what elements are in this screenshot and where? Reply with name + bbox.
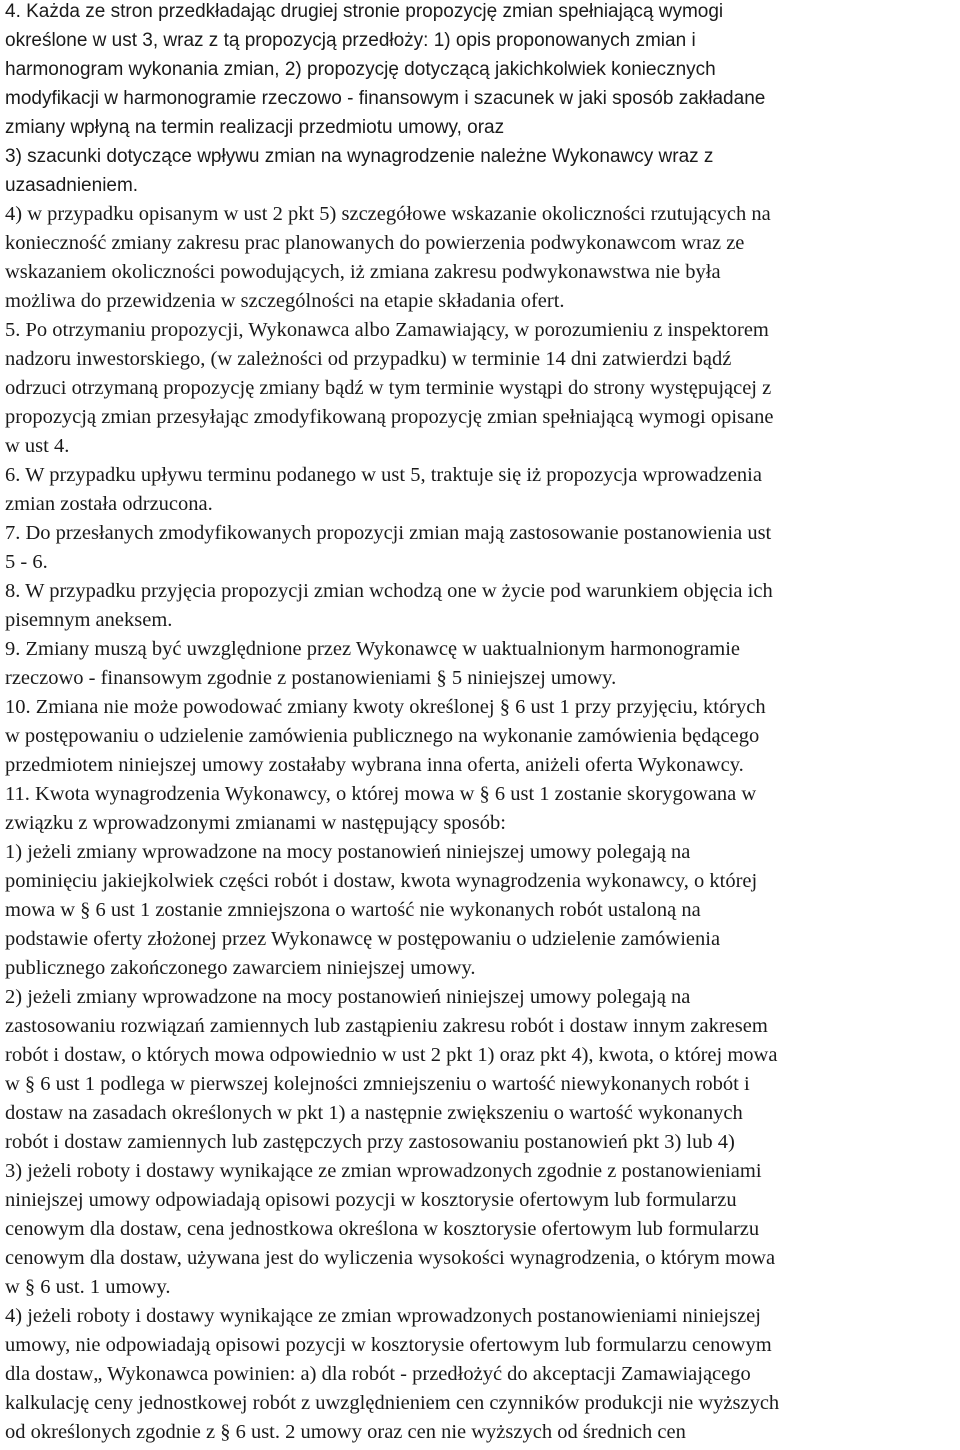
text-line: mowa w § 6 ust 1 zostanie zmniejszona o wartość nie wykonanych robót ustaloną na xyxy=(5,899,701,921)
text-line: pisemnym aneksem. xyxy=(5,609,173,631)
text-line: zastosowaniu rozwiązań zamiennych lub zastąpieniu zakresu robót i dostaw innym zakresem xyxy=(5,1015,768,1037)
text-line: 5 - 6. xyxy=(5,551,48,573)
text-line: dostaw na zasadach określonych w pkt 1) a następnie zwiększeniu o wartość wykonanych xyxy=(5,1102,743,1124)
text-line: 4. Każda ze stron przedkładając drugiej stronie propozycję zmian spełniającą wymogi xyxy=(5,1,724,22)
text-line: cenowym dla dostaw, cena jednostkowa określona w kosztorysie ofertowym lub formularzu xyxy=(5,1218,760,1240)
text-line: odrzuci otrzymaną propozycję zmiany bądź w tym terminie wystąpi do strony występującej z xyxy=(5,377,772,399)
text-line: robót i dostaw zamiennych lub zastępczych przy zastosowaniu postanowień pkt 3) lub 4) xyxy=(5,1131,735,1153)
text-line: od określonych zgodnie z § 6 ust. 2 umowy oraz cen nie wyższych od średnich cen xyxy=(5,1421,686,1443)
text-line: określone w ust 3, wraz z tą propozycją przedłoży: 1) opis proponowanych zmian i xyxy=(5,30,696,51)
text-line: konieczność zmiany zakresu prac planowanych do powierzenia podwykonawcom wraz ze xyxy=(5,232,745,254)
text-line: cenowym dla dostaw, używana jest do wyliczenia wysokości wynagrodzenia, o którym mowa xyxy=(5,1247,776,1269)
text-line: zmiany wpłyną na termin realizacji przedmiotu umowy, oraz xyxy=(5,117,505,138)
text-line: w ust 4. xyxy=(5,435,70,457)
text-line: 11. Kwota wynagrodzenia Wykonawcy, o której mowa w § 6 ust 1 zostanie skorygowana w xyxy=(5,783,757,805)
text-line: podstawie oferty złożonej przez Wykonawcę w postępowaniu o udzielenie zamówienia xyxy=(5,928,721,950)
text-line: modyfikacji w harmonogramie rzeczowo - finansowym i szacunek w jaki sposób zakładane xyxy=(5,88,766,109)
text-line: rzeczowo - finansowym zgodnie z postanowieniami § 5 niniejszej umowy. xyxy=(5,667,617,689)
text-line: w § 6 ust. 1 umowy. xyxy=(5,1276,171,1298)
text-line: umowy, nie odpowiadają opisowi pozycji w kosztorysie ofertowym lub formularzu cenowym xyxy=(5,1334,772,1356)
text-line: 8. W przypadku przyjęcia propozycji zmian wchodzą one w życie pod warunkiem objęcia ich xyxy=(5,580,773,602)
text-line: związku z wprowadzonymi zmianami w następujący sposób: xyxy=(5,812,506,834)
text-line: pominięciu jakiejkolwiek części robót i dostaw, kwota wynagrodzenia wykonawcy, o której xyxy=(5,870,758,892)
text-line: 3) szacunki dotyczące wpływu zmian na wynagrodzenie należne Wykonawcy wraz z xyxy=(5,146,714,167)
text-line: zmian została odrzucona. xyxy=(5,493,213,515)
text-line: uzasadnieniem. xyxy=(5,175,139,196)
text-line: 10. Zmiana nie może powodować zmiany kwoty określonej § 6 ust 1 przy przyjęciu, których xyxy=(5,696,766,718)
text-line: 4) jeżeli roboty i dostawy wynikające ze zmian wprowadzonych postanowieniami niniejszej xyxy=(5,1305,761,1327)
text-line: publicznego zakończonego zawarciem niniejszej umowy. xyxy=(5,957,476,979)
text-line: robót i dostaw, o których mowa odpowiednio w ust 2 pkt 1) oraz pkt 4), kwota, o której mowa xyxy=(5,1044,778,1066)
text-line: propozycją zmian przesyłając zmodyfikowaną propozycję zmian spełniającą wymogi opisane xyxy=(5,406,774,428)
text-line: w postępowaniu o udzielenie zamówienia publicznego na wykonanie zamówienia będącego xyxy=(5,725,760,747)
text-line: harmonogram wykonania zmian, 2) propozycję dotyczącą jakichkolwiek koniecznych xyxy=(5,59,716,80)
text-line: kalkulację ceny jednostkowej robót z uwzględnieniem cen czynników produkcji nie wyższych xyxy=(5,1392,780,1414)
text-line: 2) jeżeli zmiany wprowadzone na mocy postanowień niniejszej umowy polegają na xyxy=(5,986,691,1008)
text-line: 7. Do przesłanych zmodyfikowanych propozycji zmian mają zastosowanie postanowienia ust xyxy=(5,522,772,544)
text-line: 3) jeżeli roboty i dostawy wynikające ze zmian wprowadzonych zgodnie z postanowieniami xyxy=(5,1160,762,1182)
text-line: 6. W przypadku upływu terminu podanego w ust 5, traktuje się iż propozycja wprowadzenia xyxy=(5,464,762,486)
text-line: 1) jeżeli zmiany wprowadzone na mocy postanowień niniejszej umowy polegają na xyxy=(5,841,691,863)
text-line: w § 6 ust 1 podlega w pierwszej kolejności zmniejszeniu o wartość niewykonanych robót i xyxy=(5,1073,750,1095)
text-line: możliwa do przewidzenia w szczególności na etapie składania ofert. xyxy=(5,290,565,312)
text-line: przedmiotem niniejszej umowy zostałaby wybrana inna oferta, aniżeli oferta Wykonawcy. xyxy=(5,754,744,776)
text-line: nadzoru inwestorskiego, (w zależności od przypadku) w terminie 14 dni zatwierdzi bądź xyxy=(5,348,732,370)
text-line: wskazaniem okoliczności powodujących, iż zmiana zakresu podwykonawstwa nie była xyxy=(5,261,721,283)
text-line: niniejszej umowy odpowiadają opisowi pozycji w kosztorysie ofertowym lub formularzu xyxy=(5,1189,737,1211)
text-line: 4) w przypadku opisanym w ust 2 pkt 5) szczegółowe wskazanie okoliczności rzutujących na xyxy=(5,203,771,225)
text-line: 5. Po otrzymaniu propozycji, Wykonawca albo Zamawiający, w porozumieniu z inspektorem xyxy=(5,319,769,341)
text-line: 9. Zmiany muszą być uwzględnione przez Wykonawcę w uaktualnionym harmonogramie xyxy=(5,638,741,660)
text-line: dla dostaw„ Wykonawca powinien: a) dla robót - przedłożyć do akceptacji Zamawiającego xyxy=(5,1363,751,1385)
